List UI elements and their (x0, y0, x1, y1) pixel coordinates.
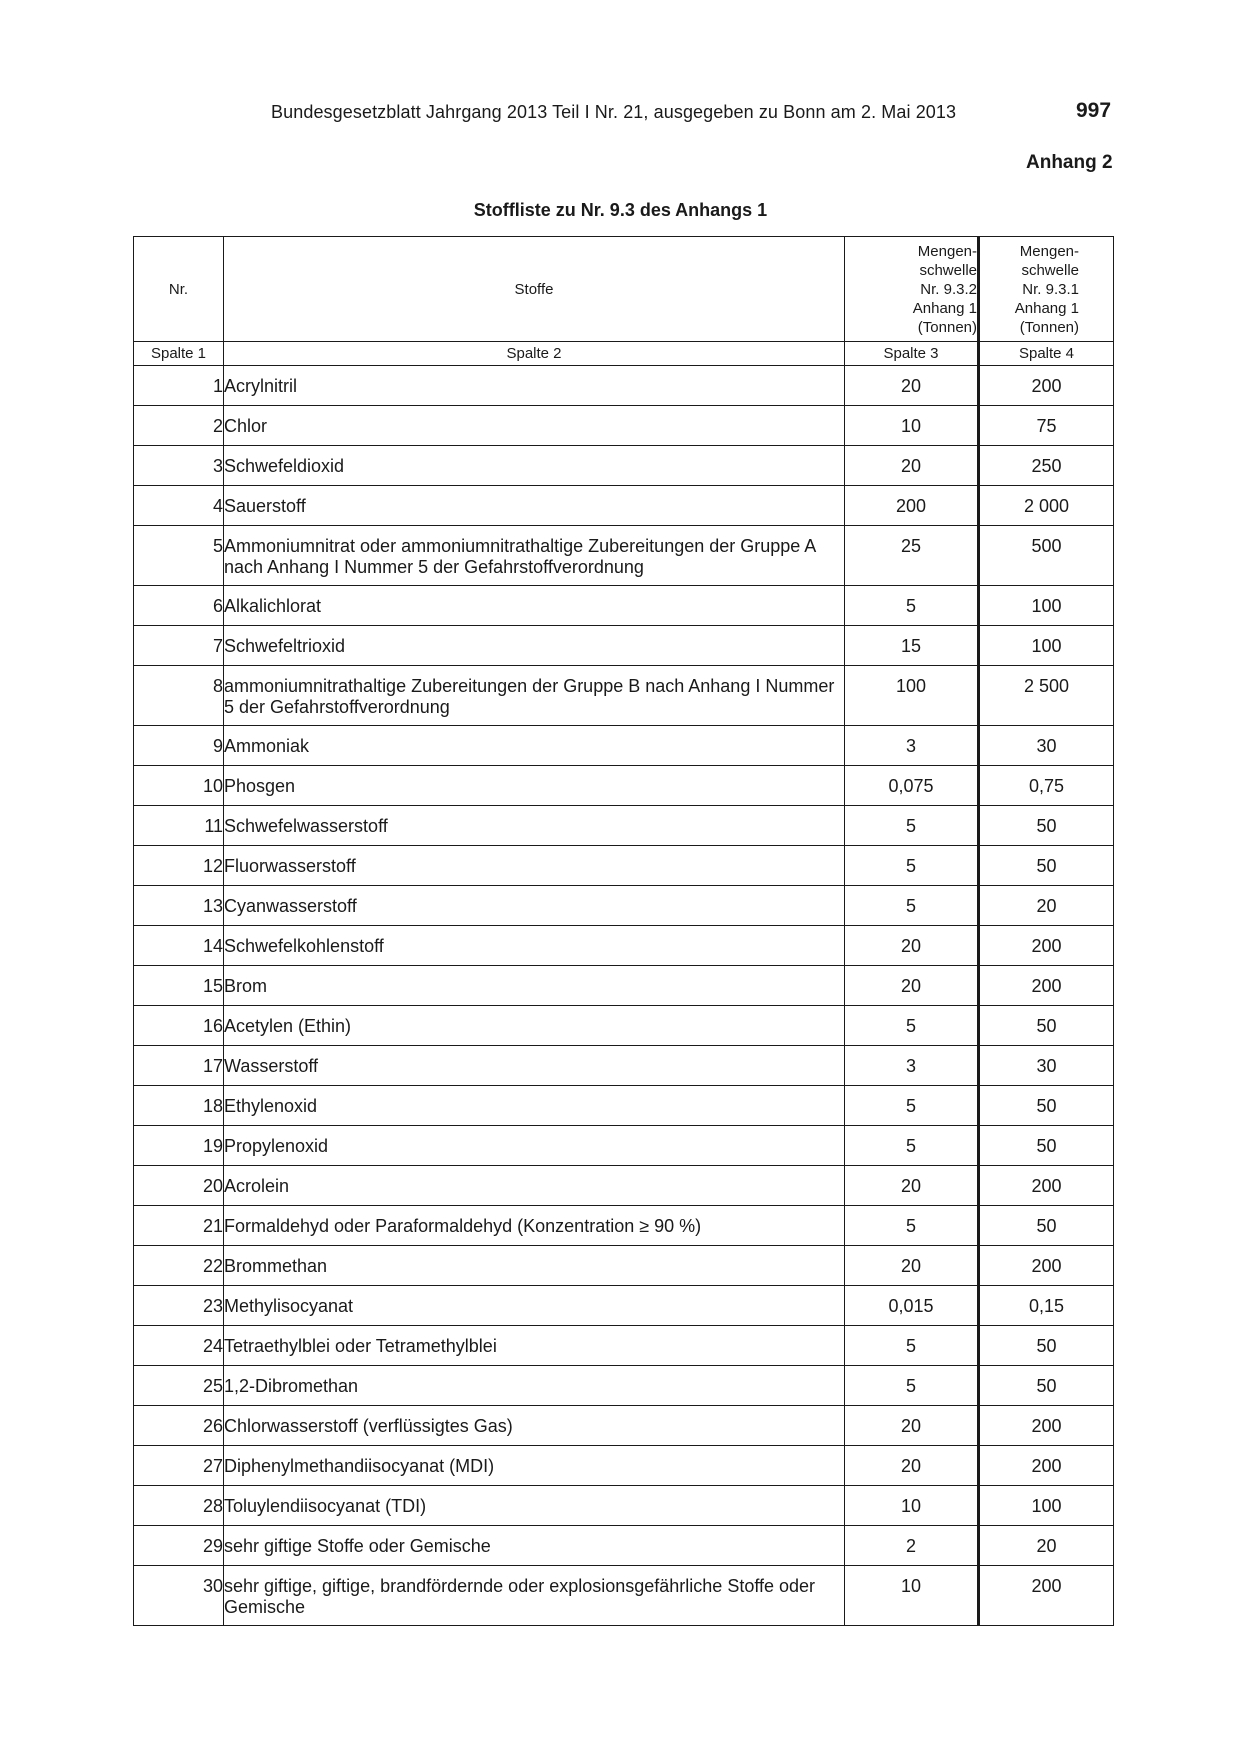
row-number-cell: 2 (134, 406, 224, 446)
row-number-cell: 10 (134, 766, 224, 806)
threshold-931-cell: 50 (979, 1326, 1114, 1366)
threshold-932-cell: 5 (845, 586, 979, 626)
row-number-cell: 25 (134, 1366, 224, 1406)
threshold-931-cell: 50 (979, 846, 1114, 886)
row-number-cell: 24 (134, 1326, 224, 1366)
row-number-cell: 22 (134, 1246, 224, 1286)
substance-name-cell: Tetraethylblei oder Tetramethylblei (224, 1326, 845, 1366)
threshold-932-cell: 5 (845, 886, 979, 926)
column-number-row (134, 342, 1114, 366)
substance-name-cell: Ammoniumnitrat oder ammoniumnitrathaltige Zubereitungen der Gruppe A nach Anhang I Nummer 5 der Gefahrstoffverordnung (224, 526, 845, 586)
row-number-cell: 6 (134, 586, 224, 626)
column-header-nr: Nr. (134, 237, 224, 342)
threshold-931-cell: 250 (979, 446, 1114, 486)
substance-name-cell: Methylisocyanat (224, 1286, 845, 1326)
threshold-932-cell: 3 (845, 1046, 979, 1086)
table-row (134, 1326, 1114, 1366)
spalte-label: Spalte 2 (224, 342, 845, 366)
substance-name-cell: Schwefeldioxid (224, 446, 845, 486)
threshold-932-cell: 5 (845, 806, 979, 846)
table-row (134, 726, 1114, 766)
substance-name-cell: Brom (224, 966, 845, 1006)
threshold-932-text: Mengen- schwelle Nr. 9.3.2 Anhang 1 (Tonnen) (912, 242, 977, 336)
threshold-932-cell: 5 (845, 1326, 979, 1366)
table-row (134, 1406, 1114, 1446)
threshold-931-cell: 200 (979, 1446, 1114, 1486)
threshold-931-cell: 50 (979, 1126, 1114, 1166)
row-number-cell: 18 (134, 1086, 224, 1126)
substance-name-cell: Diphenylmethandiisocyanat (MDI) (224, 1446, 845, 1486)
table-row (134, 366, 1114, 406)
threshold-932-cell: 20 (845, 1446, 979, 1486)
column-header-threshold-931 (979, 237, 1114, 342)
page-number: 997 (1076, 99, 1112, 122)
publication-header: Bundesgesetzblatt Jahrgang 2013 Teil I Nr. 21, ausgegeben zu Bonn am 2. Mai 2013 (271, 102, 957, 122)
threshold-932-cell: 15 (845, 626, 979, 666)
threshold-931-cell: 0,15 (979, 1286, 1114, 1326)
row-number-cell: 4 (134, 486, 224, 526)
threshold-931-cell: 200 (979, 1246, 1114, 1286)
table-row (134, 926, 1114, 966)
substance-name-cell: Acetylen (Ethin) (224, 1006, 845, 1046)
table-row (134, 586, 1114, 626)
threshold-931-cell: 20 (979, 1526, 1114, 1566)
threshold-932-cell: 100 (845, 666, 979, 726)
table-row (134, 886, 1114, 926)
threshold-932-cell: 25 (845, 526, 979, 586)
table-row (134, 1006, 1114, 1046)
table-row (134, 1526, 1114, 1566)
threshold-931-cell: 30 (979, 726, 1114, 766)
threshold-932-cell: 20 (845, 926, 979, 966)
table-row (134, 526, 1114, 586)
threshold-932-cell: 3 (845, 726, 979, 766)
row-number-cell: 13 (134, 886, 224, 926)
row-number-cell: 15 (134, 966, 224, 1006)
threshold-932-cell: 0,015 (845, 1286, 979, 1326)
substance-name-cell: Acrylnitril (224, 366, 845, 406)
row-number-cell: 20 (134, 1166, 224, 1206)
table-row (134, 626, 1114, 666)
threshold-932-cell: 5 (845, 1006, 979, 1046)
table-row (134, 1206, 1114, 1246)
substance-name-cell: Toluylendiisocyanat (TDI) (224, 1486, 845, 1526)
row-number-cell: 27 (134, 1446, 224, 1486)
spalte-label: Spalte 4 (979, 342, 1114, 366)
substance-name-cell: sehr giftige Stoffe oder Gemische (224, 1526, 845, 1566)
table-row (134, 766, 1114, 806)
substance-name-cell: Schwefelkohlenstoff (224, 926, 845, 966)
threshold-931-text: Mengen- schwelle Nr. 9.3.1 Anhang 1 (Tonnen) (1014, 242, 1079, 336)
row-number-cell: 17 (134, 1046, 224, 1086)
threshold-932-cell: 5 (845, 1366, 979, 1406)
table-row (134, 1566, 1114, 1626)
threshold-932-cell: 10 (845, 406, 979, 446)
column-header-stoffe: Stoffe (224, 237, 845, 342)
substance-name-cell: 1,2-Dibromethan (224, 1366, 845, 1406)
threshold-932-cell: 5 (845, 1206, 979, 1246)
spalte-label: Spalte 3 (845, 342, 979, 366)
threshold-932-cell: 20 (845, 966, 979, 1006)
threshold-931-cell: 200 (979, 366, 1114, 406)
table-row (134, 1366, 1114, 1406)
threshold-931-cell: 100 (979, 1486, 1114, 1526)
row-number-cell: 30 (134, 1566, 224, 1626)
threshold-931-cell: 100 (979, 586, 1114, 626)
substance-name-cell: Fluorwasserstoff (224, 846, 845, 886)
substance-name-cell: Schwefeltrioxid (224, 626, 845, 666)
list-title: Stoffliste zu Nr. 9.3 des Anhangs 1 (473, 200, 768, 220)
threshold-932-cell: 200 (845, 486, 979, 526)
threshold-931-cell: 200 (979, 926, 1114, 966)
row-number-cell: 14 (134, 926, 224, 966)
threshold-931-cell: 500 (979, 526, 1114, 586)
threshold-931-cell: 50 (979, 1366, 1114, 1406)
annex-label: Anhang 2 (1026, 152, 1113, 173)
column-header-threshold-932 (845, 237, 979, 342)
row-number-cell: 23 (134, 1286, 224, 1326)
table-header-row (134, 237, 1114, 342)
threshold-931-cell: 50 (979, 806, 1114, 846)
row-number-cell: 7 (134, 626, 224, 666)
substance-name-cell: Brommethan (224, 1246, 845, 1286)
table-row (134, 406, 1114, 446)
substance-name-cell: Alkalichlorat (224, 586, 845, 626)
spalte-label: Spalte 1 (134, 342, 224, 366)
substance-name-cell: Chlorwasserstoff (verflüssigtes Gas) (224, 1406, 845, 1446)
threshold-932-cell: 0,075 (845, 766, 979, 806)
threshold-932-cell: 20 (845, 1246, 979, 1286)
table-row (134, 1486, 1114, 1526)
threshold-932-cell: 5 (845, 846, 979, 886)
threshold-932-cell: 20 (845, 366, 979, 406)
threshold-931-cell: 20 (979, 886, 1114, 926)
table-row (134, 846, 1114, 886)
substance-name-cell: Ammoniak (224, 726, 845, 766)
row-number-cell: 5 (134, 526, 224, 586)
row-number-cell: 1 (134, 366, 224, 406)
table-row (134, 1126, 1114, 1166)
threshold-931-cell: 0,75 (979, 766, 1114, 806)
threshold-932-cell: 10 (845, 1566, 979, 1626)
row-number-cell: 21 (134, 1206, 224, 1246)
threshold-931-cell: 200 (979, 966, 1114, 1006)
row-number-cell: 12 (134, 846, 224, 886)
substance-name-cell: Sauerstoff (224, 486, 845, 526)
table-row (134, 1246, 1114, 1286)
substance-table (133, 236, 1114, 1626)
substance-name-cell: Phosgen (224, 766, 845, 806)
substance-name-cell: Propylenoxid (224, 1126, 845, 1166)
table-row (134, 666, 1114, 726)
table-row (134, 1046, 1114, 1086)
row-number-cell: 19 (134, 1126, 224, 1166)
table-row (134, 966, 1114, 1006)
row-number-cell: 8 (134, 666, 224, 726)
threshold-931-cell: 200 (979, 1166, 1114, 1206)
substance-name-cell: Wasserstoff (224, 1046, 845, 1086)
substance-name-cell: sehr giftige, giftige, brandfördernde oder explosionsgefährliche Stoffe oder Gemische (224, 1566, 845, 1626)
threshold-932-cell: 20 (845, 1166, 979, 1206)
threshold-932-cell: 10 (845, 1486, 979, 1526)
row-number-cell: 16 (134, 1006, 224, 1046)
row-number-cell: 29 (134, 1526, 224, 1566)
threshold-931-cell: 200 (979, 1566, 1114, 1626)
threshold-931-cell: 2 000 (979, 486, 1114, 526)
substance-name-cell: Chlor (224, 406, 845, 446)
table-row (134, 1446, 1114, 1486)
threshold-931-cell: 100 (979, 626, 1114, 666)
threshold-932-cell: 5 (845, 1126, 979, 1166)
threshold-931-cell: 75 (979, 406, 1114, 446)
substance-name-cell: ammoniumnitrathaltige Zubereitungen der Gruppe B nach Anhang I Nummer 5 der Gefahrstoffverordnung (224, 666, 845, 726)
threshold-931-cell: 50 (979, 1086, 1114, 1126)
threshold-931-cell: 200 (979, 1406, 1114, 1446)
substance-name-cell: Formaldehyd oder Paraformaldehyd (Konzentration ≥ 90 %) (224, 1206, 845, 1246)
threshold-931-cell: 50 (979, 1006, 1114, 1046)
table-row (134, 806, 1114, 846)
row-number-cell: 26 (134, 1406, 224, 1446)
table-row (134, 486, 1114, 526)
threshold-931-cell: 50 (979, 1206, 1114, 1246)
table-row (134, 446, 1114, 486)
threshold-932-cell: 20 (845, 446, 979, 486)
row-number-cell: 28 (134, 1486, 224, 1526)
threshold-931-cell: 30 (979, 1046, 1114, 1086)
row-number-cell: 9 (134, 726, 224, 766)
threshold-931-cell: 2 500 (979, 666, 1114, 726)
threshold-932-cell: 2 (845, 1526, 979, 1566)
substance-name-cell: Acrolein (224, 1166, 845, 1206)
table-row (134, 1286, 1114, 1326)
row-number-cell: 11 (134, 806, 224, 846)
threshold-932-cell: 5 (845, 1086, 979, 1126)
row-number-cell: 3 (134, 446, 224, 486)
substance-name-cell: Ethylenoxid (224, 1086, 845, 1126)
substance-name-cell: Schwefelwasserstoff (224, 806, 845, 846)
threshold-932-cell: 20 (845, 1406, 979, 1446)
substance-name-cell: Cyanwasserstoff (224, 886, 845, 926)
table-row (134, 1166, 1114, 1206)
table-body (134, 366, 1114, 1626)
table-row (134, 1086, 1114, 1126)
